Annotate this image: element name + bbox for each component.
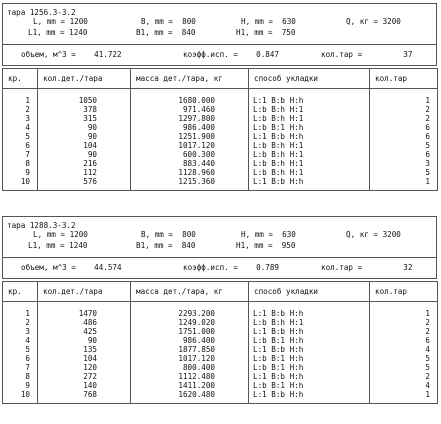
table-body-row: [3, 89, 438, 191]
table-cell: 600.300: [182, 150, 215, 159]
table-cell: 6: [425, 336, 430, 345]
table-cell: 112: [83, 168, 97, 177]
table-cell: 140: [83, 381, 97, 390]
table-cell: 1: [425, 390, 430, 399]
table-cell: 90: [87, 336, 97, 345]
table-cell: 7: [25, 363, 30, 372]
table-cell: 1128.960: [178, 168, 215, 177]
table-cell: 120: [83, 363, 97, 372]
table-cell: 2: [25, 318, 30, 327]
table-cell: 90: [87, 132, 97, 141]
table-cell: L:b B:1 H:h: [253, 336, 304, 345]
table-cell: 4: [425, 345, 430, 354]
width-field: B, mm = 800: [141, 230, 196, 239]
container-header: [2, 216, 437, 257]
table-cell: 2: [425, 105, 430, 114]
table-header-row: [3, 282, 438, 302]
table-cell: 1: [425, 96, 430, 105]
table-cell: 8: [25, 372, 30, 381]
table-cell: L:b B:1 H:h: [253, 381, 304, 390]
table-cell: L:1 B:b H:h: [253, 309, 304, 318]
table-cell: 10: [20, 177, 30, 186]
col-header-tars: кол.тар: [370, 282, 438, 302]
capacity-field: Q, кг = 3200: [346, 230, 401, 239]
packing-block-2: [2, 216, 437, 404]
table-cell: 9: [25, 381, 30, 390]
table-cell: 1411.200: [178, 381, 215, 390]
summary-bar: [2, 44, 437, 66]
packing-table: [2, 68, 438, 191]
table-cell: 986.400: [182, 336, 215, 345]
volume-value: объем, м^3 = 44.574: [21, 263, 122, 272]
table-cell: 5: [425, 168, 430, 177]
table-cell: L:1 B:b H:h: [253, 96, 304, 105]
utilization-value: коэфф.исп. = 0.847: [183, 50, 280, 59]
table-cell: 1017.120: [178, 354, 215, 363]
height-field: H, mm = 630: [241, 17, 296, 26]
table-cell: 1751.000: [178, 327, 215, 336]
table-cell: L:b B:h H:1: [253, 168, 304, 177]
height1-field: H1, mm = 950: [236, 241, 296, 250]
tars-column: [370, 302, 438, 404]
table-cell: 1: [425, 177, 430, 186]
table-cell: 1249.020: [178, 318, 215, 327]
table-cell: 2: [425, 372, 430, 381]
table-cell: 2293.200: [178, 309, 215, 318]
table-cell: L:b B:h H:1: [253, 114, 304, 123]
mass-column: [131, 302, 249, 404]
col-header-qty: кол.дет./тара: [38, 69, 131, 89]
table-cell: 5: [425, 141, 430, 150]
table-cell: 135: [83, 345, 97, 354]
length-field: L, mm = 1200: [33, 17, 88, 26]
table-cell: 1297.800: [178, 114, 215, 123]
table-cell: 971.460: [182, 105, 215, 114]
tars-column: [370, 89, 438, 191]
table-cell: 800.400: [182, 363, 215, 372]
volume-value: объем, м^3 = 41.722: [21, 50, 122, 59]
summary-bar: [2, 257, 437, 279]
container-title: тара 1288.3-3.2: [7, 221, 76, 230]
height-field: H, mm = 630: [241, 230, 296, 239]
table-cell: 1: [25, 96, 30, 105]
table-cell: L:1 B:b H:h: [253, 390, 304, 399]
container-title: тара 1256.3-3.2: [7, 8, 76, 17]
table-cell: 6: [425, 132, 430, 141]
table-cell: 883.440: [182, 159, 215, 168]
table-cell: 986.400: [182, 123, 215, 132]
table-cell: 2: [425, 318, 430, 327]
packing-table: [2, 281, 438, 404]
table-cell: 1620.480: [178, 390, 215, 399]
table-cell: 1680.000: [178, 96, 215, 105]
table-cell: 425: [83, 327, 97, 336]
table-cell: L:b B:1 H:h: [253, 123, 304, 132]
table-cell: 3: [425, 159, 430, 168]
capacity-field: Q, кг = 3200: [346, 17, 401, 26]
table-cell: 1: [25, 309, 30, 318]
table-cell: L:1 B:b H:h: [253, 327, 304, 336]
table-cell: 1470: [78, 309, 97, 318]
utilization-value: коэфф.исп. = 0.789: [183, 263, 280, 272]
table-cell: L:b B:h H:1: [253, 105, 304, 114]
table-cell: 1017.120: [178, 141, 215, 150]
table-cell: 90: [87, 123, 97, 132]
table-cell: 7: [25, 150, 30, 159]
table-cell: 768: [83, 390, 97, 399]
table-cell: L:1 B:b H:h: [253, 177, 304, 186]
height1-field: H1, mm = 750: [236, 28, 296, 37]
table-cell: 1251.900: [178, 132, 215, 141]
table-cell: 9: [25, 168, 30, 177]
table-cell: 576: [83, 177, 97, 186]
table-cell: 1: [425, 309, 430, 318]
table-cell: 4: [25, 123, 30, 132]
table-cell: L:b B:h H:1: [253, 150, 304, 159]
length1-field: L1, mm = 1240: [28, 28, 88, 37]
col-header-method: способ укладки: [249, 69, 370, 89]
length-field: L, mm = 1200: [33, 230, 88, 239]
container-header: [2, 3, 437, 44]
table-cell: 5: [425, 354, 430, 363]
table-cell: 1050: [78, 96, 97, 105]
table-cell: 104: [83, 141, 97, 150]
width1-field: B1, mm = 840: [136, 241, 196, 250]
table-cell: 216: [83, 159, 97, 168]
table-cell: 1112.480: [178, 372, 215, 381]
width-field: B, mm = 800: [141, 17, 196, 26]
col-header-mass: масса дет./тара, кг: [131, 69, 249, 89]
qty-column: [38, 302, 131, 404]
table-cell: L:1 B:b H:h: [253, 345, 304, 354]
table-cell: L:b B:h H:1: [253, 141, 304, 150]
table-cell: 104: [83, 354, 97, 363]
width1-field: B1, mm = 840: [136, 28, 196, 37]
table-cell: 5: [25, 132, 30, 141]
table-cell: 3: [25, 114, 30, 123]
table-cell: L:1 B:b H:h: [253, 372, 304, 381]
col-header-mass: масса дет./тара, кг: [131, 282, 249, 302]
mass-column: [131, 89, 249, 191]
table-cell: 2: [425, 114, 430, 123]
table-cell: 272: [83, 372, 97, 381]
table-cell: 4: [25, 336, 30, 345]
table-header-row: [3, 69, 438, 89]
table-cell: 6: [425, 150, 430, 159]
table-cell: 10: [20, 390, 30, 399]
num-column: [3, 302, 38, 404]
num-column: [3, 89, 38, 191]
table-cell: 6: [425, 123, 430, 132]
method-column: [249, 302, 370, 404]
table-cell: 3: [25, 327, 30, 336]
table-body-row: [3, 302, 438, 404]
container-count-value: кол.тар = 37: [321, 50, 413, 59]
table-cell: 486: [83, 318, 97, 327]
table-cell: 378: [83, 105, 97, 114]
table-cell: 6: [25, 354, 30, 363]
col-header-num: кр.: [3, 282, 38, 302]
table-cell: L:b B:h H:1: [253, 159, 304, 168]
method-column: [249, 89, 370, 191]
col-header-num: кр.: [3, 69, 38, 89]
table-cell: 8: [25, 159, 30, 168]
col-header-method: способ укладки: [249, 282, 370, 302]
table-cell: 1877.850: [178, 345, 215, 354]
table-cell: 1215.360: [178, 177, 215, 186]
packing-block-1: [2, 3, 437, 191]
table-cell: 90: [87, 150, 97, 159]
col-header-qty: кол.дет./тара: [38, 282, 131, 302]
table-cell: L:b B:h H:1: [253, 318, 304, 327]
table-cell: 315: [83, 114, 97, 123]
table-cell: 4: [425, 381, 430, 390]
length1-field: L1, mm = 1240: [28, 241, 88, 250]
table-cell: L:1 B:b H:h: [253, 132, 304, 141]
table-cell: 5: [25, 345, 30, 354]
col-header-tars: кол.тар: [370, 69, 438, 89]
table-cell: 2: [425, 327, 430, 336]
table-cell: 5: [425, 363, 430, 372]
qty-column: [38, 89, 131, 191]
table-cell: 2: [25, 105, 30, 114]
table-cell: L:b B:1 H:h: [253, 354, 304, 363]
container-count-value: кол.тар = 32: [321, 263, 413, 272]
table-cell: 6: [25, 141, 30, 150]
table-cell: L:b B:1 H:h: [253, 363, 304, 372]
